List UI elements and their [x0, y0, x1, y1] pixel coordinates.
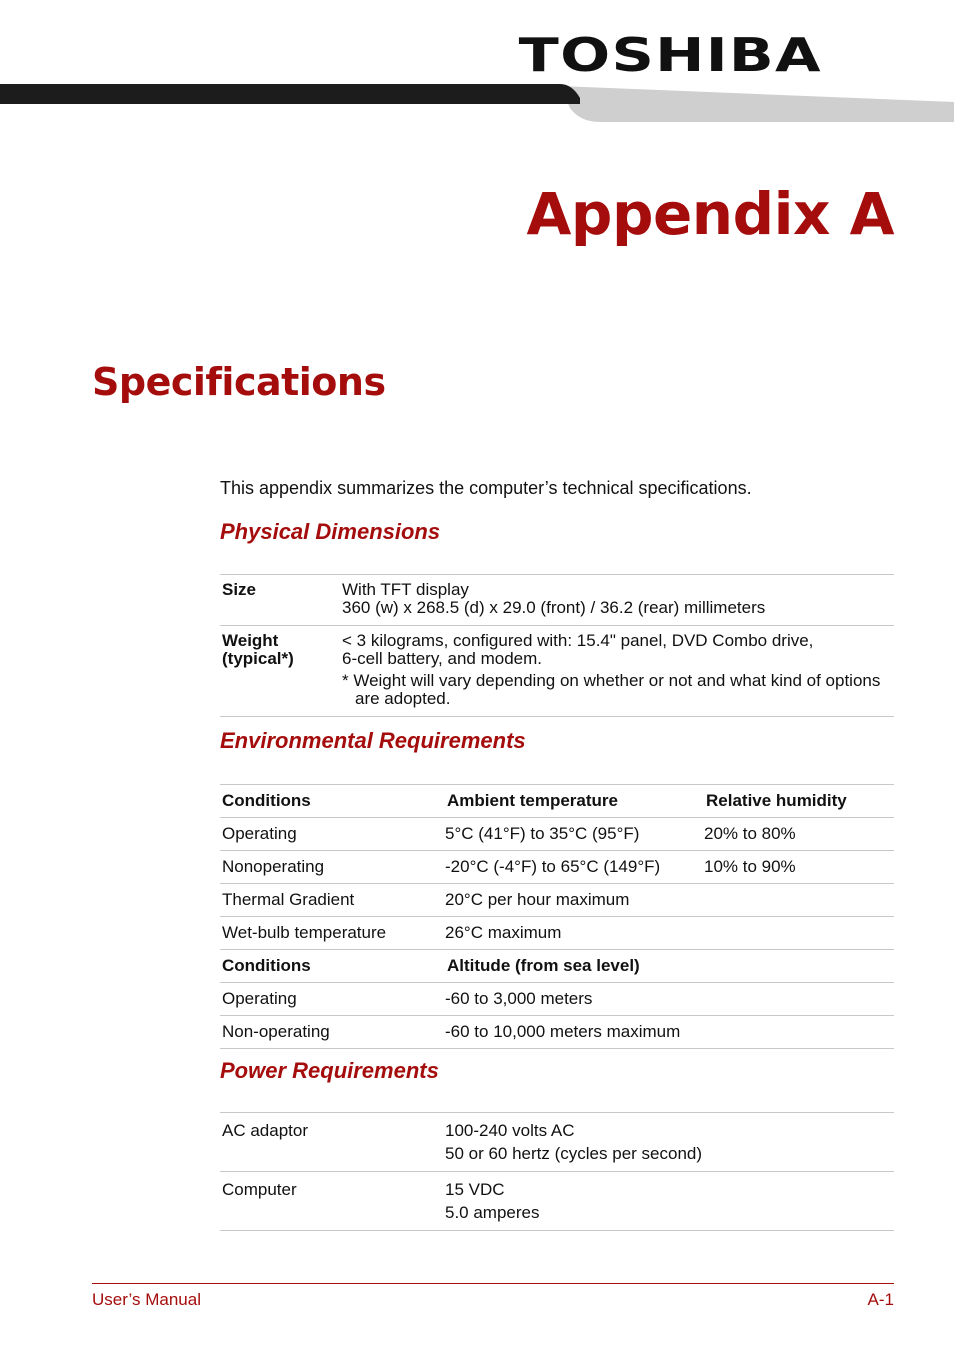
table-row	[220, 1113, 894, 1172]
table-header-row	[220, 785, 894, 818]
header-band-gray	[560, 86, 954, 122]
table-row	[220, 575, 894, 626]
spec-label: AC adaptor	[220, 1113, 443, 1172]
spec-line: 50 or 60 hertz (cycles per second)	[445, 1144, 703, 1163]
spec-line: < 3 kilograms, configured with: 15.4" panel, DVD Combo drive,	[342, 631, 814, 650]
table-row	[220, 818, 894, 851]
section-title: Specifications	[92, 360, 386, 404]
toshiba-logo: TOSHIBA	[518, 28, 822, 82]
table-cell: Operating	[220, 983, 443, 1016]
spec-label: Computer	[220, 1172, 443, 1231]
spec-value	[340, 626, 894, 717]
footer-rule	[92, 1283, 894, 1284]
spec-value	[443, 1172, 894, 1231]
table-cell: Conditions	[220, 950, 443, 983]
table-row	[220, 983, 894, 1016]
physical-dimensions-heading: Physical Dimensions	[220, 519, 441, 544]
spec-label-line: (typical*)	[222, 649, 294, 668]
table-cell	[702, 1016, 894, 1049]
environmental-requirements-table	[220, 784, 894, 1049]
power-requirements-table	[220, 1112, 894, 1231]
table-cell: 20% to 80%	[702, 818, 894, 851]
table-cell: Nonoperating	[220, 851, 443, 884]
table-header-row	[220, 950, 894, 983]
spec-label-line: Weight	[222, 631, 279, 650]
spec-line: 360 (w) x 268.5 (d) x 29.0 (front) / 36.2 (rear) millimeters	[342, 598, 766, 617]
table-cell: 10% to 90%	[702, 851, 894, 884]
table-cell: Non-operating	[220, 1016, 443, 1049]
table-row	[220, 917, 894, 950]
table-cell: -20°C (-4°F) to 65°C (149°F)	[443, 851, 702, 884]
table-cell: 5°C (41°F) to 35°C (95°F)	[443, 818, 702, 851]
table-cell	[702, 884, 894, 917]
table-row	[220, 1172, 894, 1231]
table-cell: Conditions	[220, 785, 443, 818]
spec-label	[220, 626, 340, 717]
table-cell: -60 to 10,000 meters maximum	[443, 1016, 702, 1049]
table-cell: 26°C maximum	[443, 917, 702, 950]
spec-line: With TFT display	[342, 580, 469, 599]
table-cell	[702, 950, 894, 983]
table-cell: Operating	[220, 818, 443, 851]
physical-dimensions-table	[220, 574, 894, 717]
table-row	[220, 626, 894, 717]
table-cell: Thermal Gradient	[220, 884, 443, 917]
environmental-requirements-heading: Environmental Requirements	[220, 728, 526, 753]
table-cell	[702, 917, 894, 950]
chapter-title: Appendix A	[526, 180, 894, 248]
intro-paragraph: This appendix summarizes the computer’s technical specifications.	[220, 478, 752, 498]
spec-label: Size	[220, 575, 340, 626]
table-cell: Ambient temperature	[443, 785, 702, 818]
table-row	[220, 851, 894, 884]
table-row	[220, 884, 894, 917]
header-band	[0, 84, 954, 124]
footer-manual-title: User’s Manual	[92, 1290, 201, 1309]
power-requirements-heading: Power Requirements	[220, 1058, 439, 1083]
spec-line: 100-240 volts AC	[445, 1121, 575, 1140]
spec-value	[443, 1113, 894, 1172]
table-cell: -60 to 3,000 meters	[443, 983, 702, 1016]
spec-line: 5.0 amperes	[445, 1203, 540, 1222]
spec-note: * Weight will vary depending on whether or not and what kind of options are adopted.	[342, 671, 881, 708]
spec-line: 6-cell battery, and modem.	[342, 649, 542, 668]
header-band-dark	[0, 84, 580, 104]
table-row	[220, 1016, 894, 1049]
table-cell: Wet-bulb temperature	[220, 917, 443, 950]
footer-page-number: A-1	[867, 1290, 894, 1309]
table-cell: 20°C per hour maximum	[443, 884, 702, 917]
spec-line: 15 VDC	[445, 1180, 505, 1199]
table-cell: Relative humidity	[702, 785, 894, 818]
spec-value	[340, 575, 894, 626]
table-cell	[702, 983, 894, 1016]
table-cell: Altitude (from sea level)	[443, 950, 702, 983]
